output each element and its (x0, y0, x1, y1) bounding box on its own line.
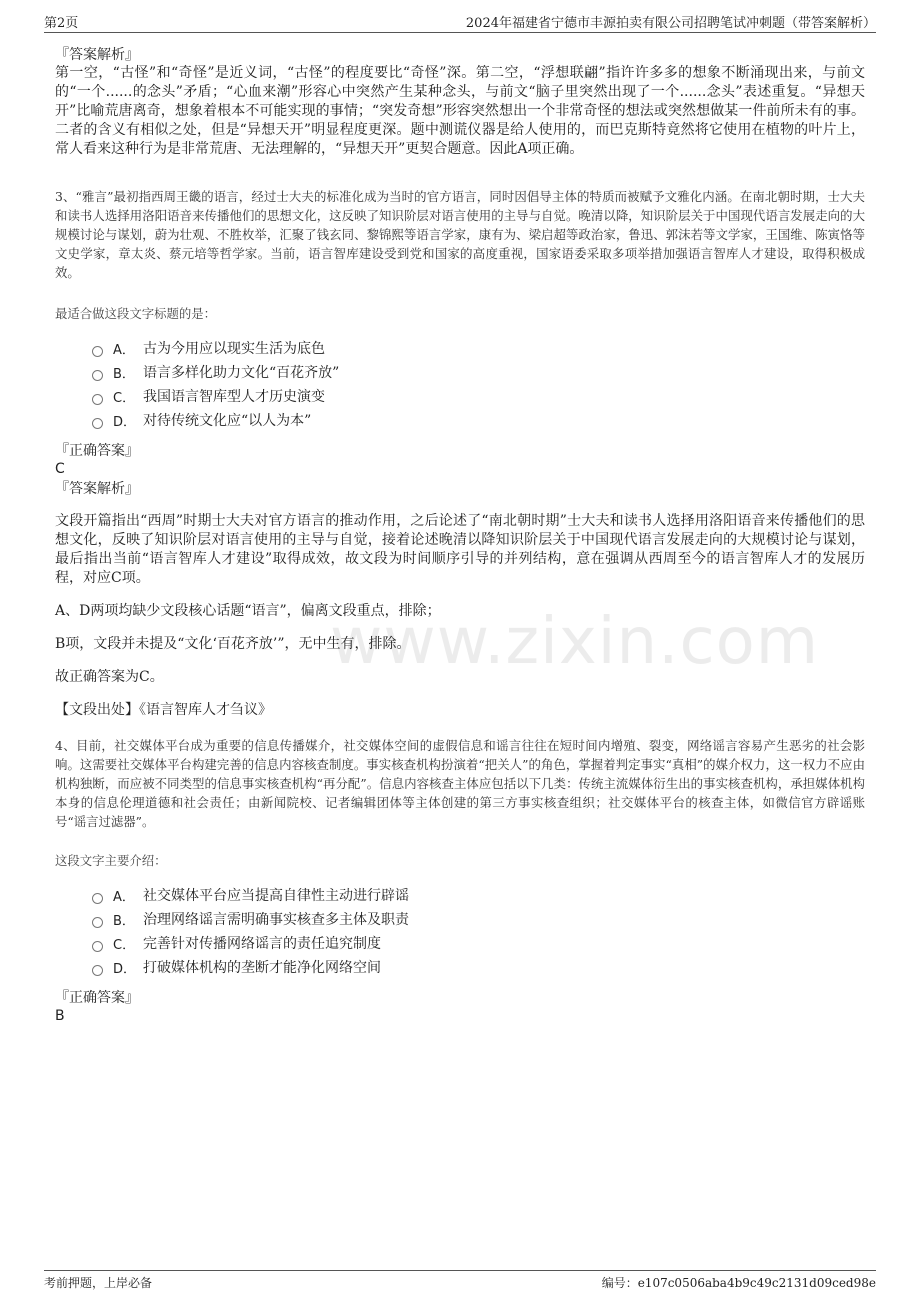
question-3-prompt: 最适合做这段文字标题的是： (55, 306, 217, 321)
page-footer (44, 1270, 876, 1293)
analysis-q3-para-4: 故正确答案为C。 (55, 669, 164, 685)
answer-tag-q3: 『正确答案』 (55, 443, 139, 459)
option-4a[interactable]: A． 社交媒体平台应当提高自律性主动进行辟谣 (92, 883, 865, 907)
analysis-tag-q2: 『答案解析』 (55, 47, 139, 63)
question-3-options (92, 336, 865, 432)
watermark: www.zixin.com (330, 605, 820, 679)
question-3-stem: 3、“雅言”最初指西周王畿的语言，经过士大夫的标准化成为当时的官方语言，同时因倡导主体的特质而被赋予文雅化内涵。在南北朝时期，士大夫和读书人选择用洛阳语音来传播他们的思想文化，这反映了知识阶层对语言使用的主导与自觉。晚清以降，知识阶层关于中国现代语言发展走向的大规模讨论与谋划，蔚为壮观、不胜枚举，汇聚了钱玄同、黎锦熙等语言学家，康有为、梁启超等政治家，鲁迅、郭沫若等文学家，王国维、陈寅恪等文史学家，章太炎、蔡元培等哲学家。当前，语言智库建设受到党和国家的高度重视，国家语委采取多项举措加强语言智库人才建设，取得积极成效。 (55, 189, 865, 280)
radio-icon[interactable] (92, 965, 103, 976)
radio-icon[interactable] (92, 394, 103, 405)
radio-icon[interactable] (92, 941, 103, 952)
analysis-q3-para-1: 文段开篇指出“西周”时期士大夫对官方语言的推动作用，之后论述了“南北朝时期”士大夫和读书人选择用洛阳语音来传播他们的思想文化，反映了知识阶层对语言使用的主导与自觉，接着论述晚清以降知识阶层关于中国现代语言发展走向的大规模讨论与谋划，最后指出当前“语言智库人才建设”取得成效，故文段为时间顺序引导的并列结构，意在强调从西周至今的语言智库人才的发展历程，对应C项。 (55, 513, 865, 586)
answer-tag-q4: 『正确答案』 (55, 990, 139, 1006)
option-3c[interactable]: C． 我国语言智库型人才历史演变 (92, 384, 865, 408)
radio-icon[interactable] (92, 370, 103, 381)
document-content (55, 46, 865, 1025)
answer-q4: B (55, 1008, 65, 1024)
option-4b[interactable]: B． 治理网络谣言需明确事实核查多主体及职责 (92, 907, 865, 931)
option-4d[interactable]: D． 打破媒体机构的垄断才能净化网络空间 (92, 955, 865, 979)
question-4-options (92, 883, 865, 979)
document-title: 2024年福建省宁德市丰源拍卖有限公司招聘笔试冲刺题（带答案解析） (465, 16, 876, 31)
option-4c[interactable]: C． 完善针对传播网络谣言的责任追究制度 (92, 931, 865, 955)
option-3a[interactable]: A． 古为今用应以现实生活为底色 (92, 336, 865, 360)
document-id: 编号：e107c0506aba4b9c49c2131d09ced98e (601, 1276, 876, 1290)
footer-slogan: 考前押题，上岸必备 (44, 1276, 153, 1290)
page-header (44, 10, 876, 33)
analysis-q3-para-2: A、D两项均缺少文段核心话题“语言”，偏离文段重点，排除； (55, 603, 441, 619)
analysis-tag-q3: 『答案解析』 (55, 481, 139, 497)
option-3d[interactable]: D． 对待传统文化应“以人为本” (92, 408, 865, 432)
question-4-stem: 4、目前，社交媒体平台成为重要的信息传播媒介，社交媒体空间的虚假信息和谣言往往在短时间内增殖、裂变，网络谣言容易产生恶劣的社会影响。这需要社交媒体平台构建完善的信息内容核查制度。事实核查机构扮演着“把关人”的角色，掌握着判定事实“真相”的媒介权力，这一权力不应由机构独断，而应被不同类型的信息事实核查机构“再分配”。信息内容核查主体应包括以下几类：传统主流媒体衍生出的事实核查机构，承担媒体机构本身的信息伦理道德和社会责任；由新闻院校、记者编辑团体等主体创建的第三方事实核查组织；社交媒体平台的核查主体，如微信官方辟谣账号“谣言过滤器”。 (55, 738, 865, 829)
analysis-q3-para-3: B项，文段并未提及“文化‘百花齐放’”，无中生有，排除。 (55, 636, 411, 652)
page-number: 第2页 (44, 16, 79, 31)
analysis-q2: 第一空，“古怪”和“奇怪”是近义词，“古怪”的程度要比“奇怪”深。第二空，“浮想联翩”指许许多多的想象不断涌现出来，与前文的“一个......的念头”矛盾；“心血来潮”形容心中突然产生某种念头，与前文“脑子里突然出现了一个......念头”表述重复。“异想天开”比喻荒唐离奇，想象着根本不可能实现的事情；“突发奇想”形容突然想出一个非常奇怪的想法或突然想做某一件前所未有的事。二者的含义有相似之处，但是“异想天开”明显程度更深。题中测谎仪器是给人使用的，而巴克斯特竟然将它使用在植物的叶片上，常人看来这种行为是非常荒唐、无法理解的，“异想天开”更契合题意。因此A项正确。 (55, 65, 865, 157)
radio-icon[interactable] (92, 346, 103, 357)
radio-icon[interactable] (92, 917, 103, 928)
radio-icon[interactable] (92, 893, 103, 904)
radio-icon[interactable] (92, 418, 103, 429)
analysis-q3-source: 【文段出处】《语言智库人才刍议》 (55, 702, 272, 718)
question-4-prompt: 这段文字主要介绍： (55, 853, 167, 868)
answer-q3: C (55, 461, 65, 477)
option-3b[interactable]: B． 语言多样化助力文化“百花齐放” (92, 360, 865, 384)
